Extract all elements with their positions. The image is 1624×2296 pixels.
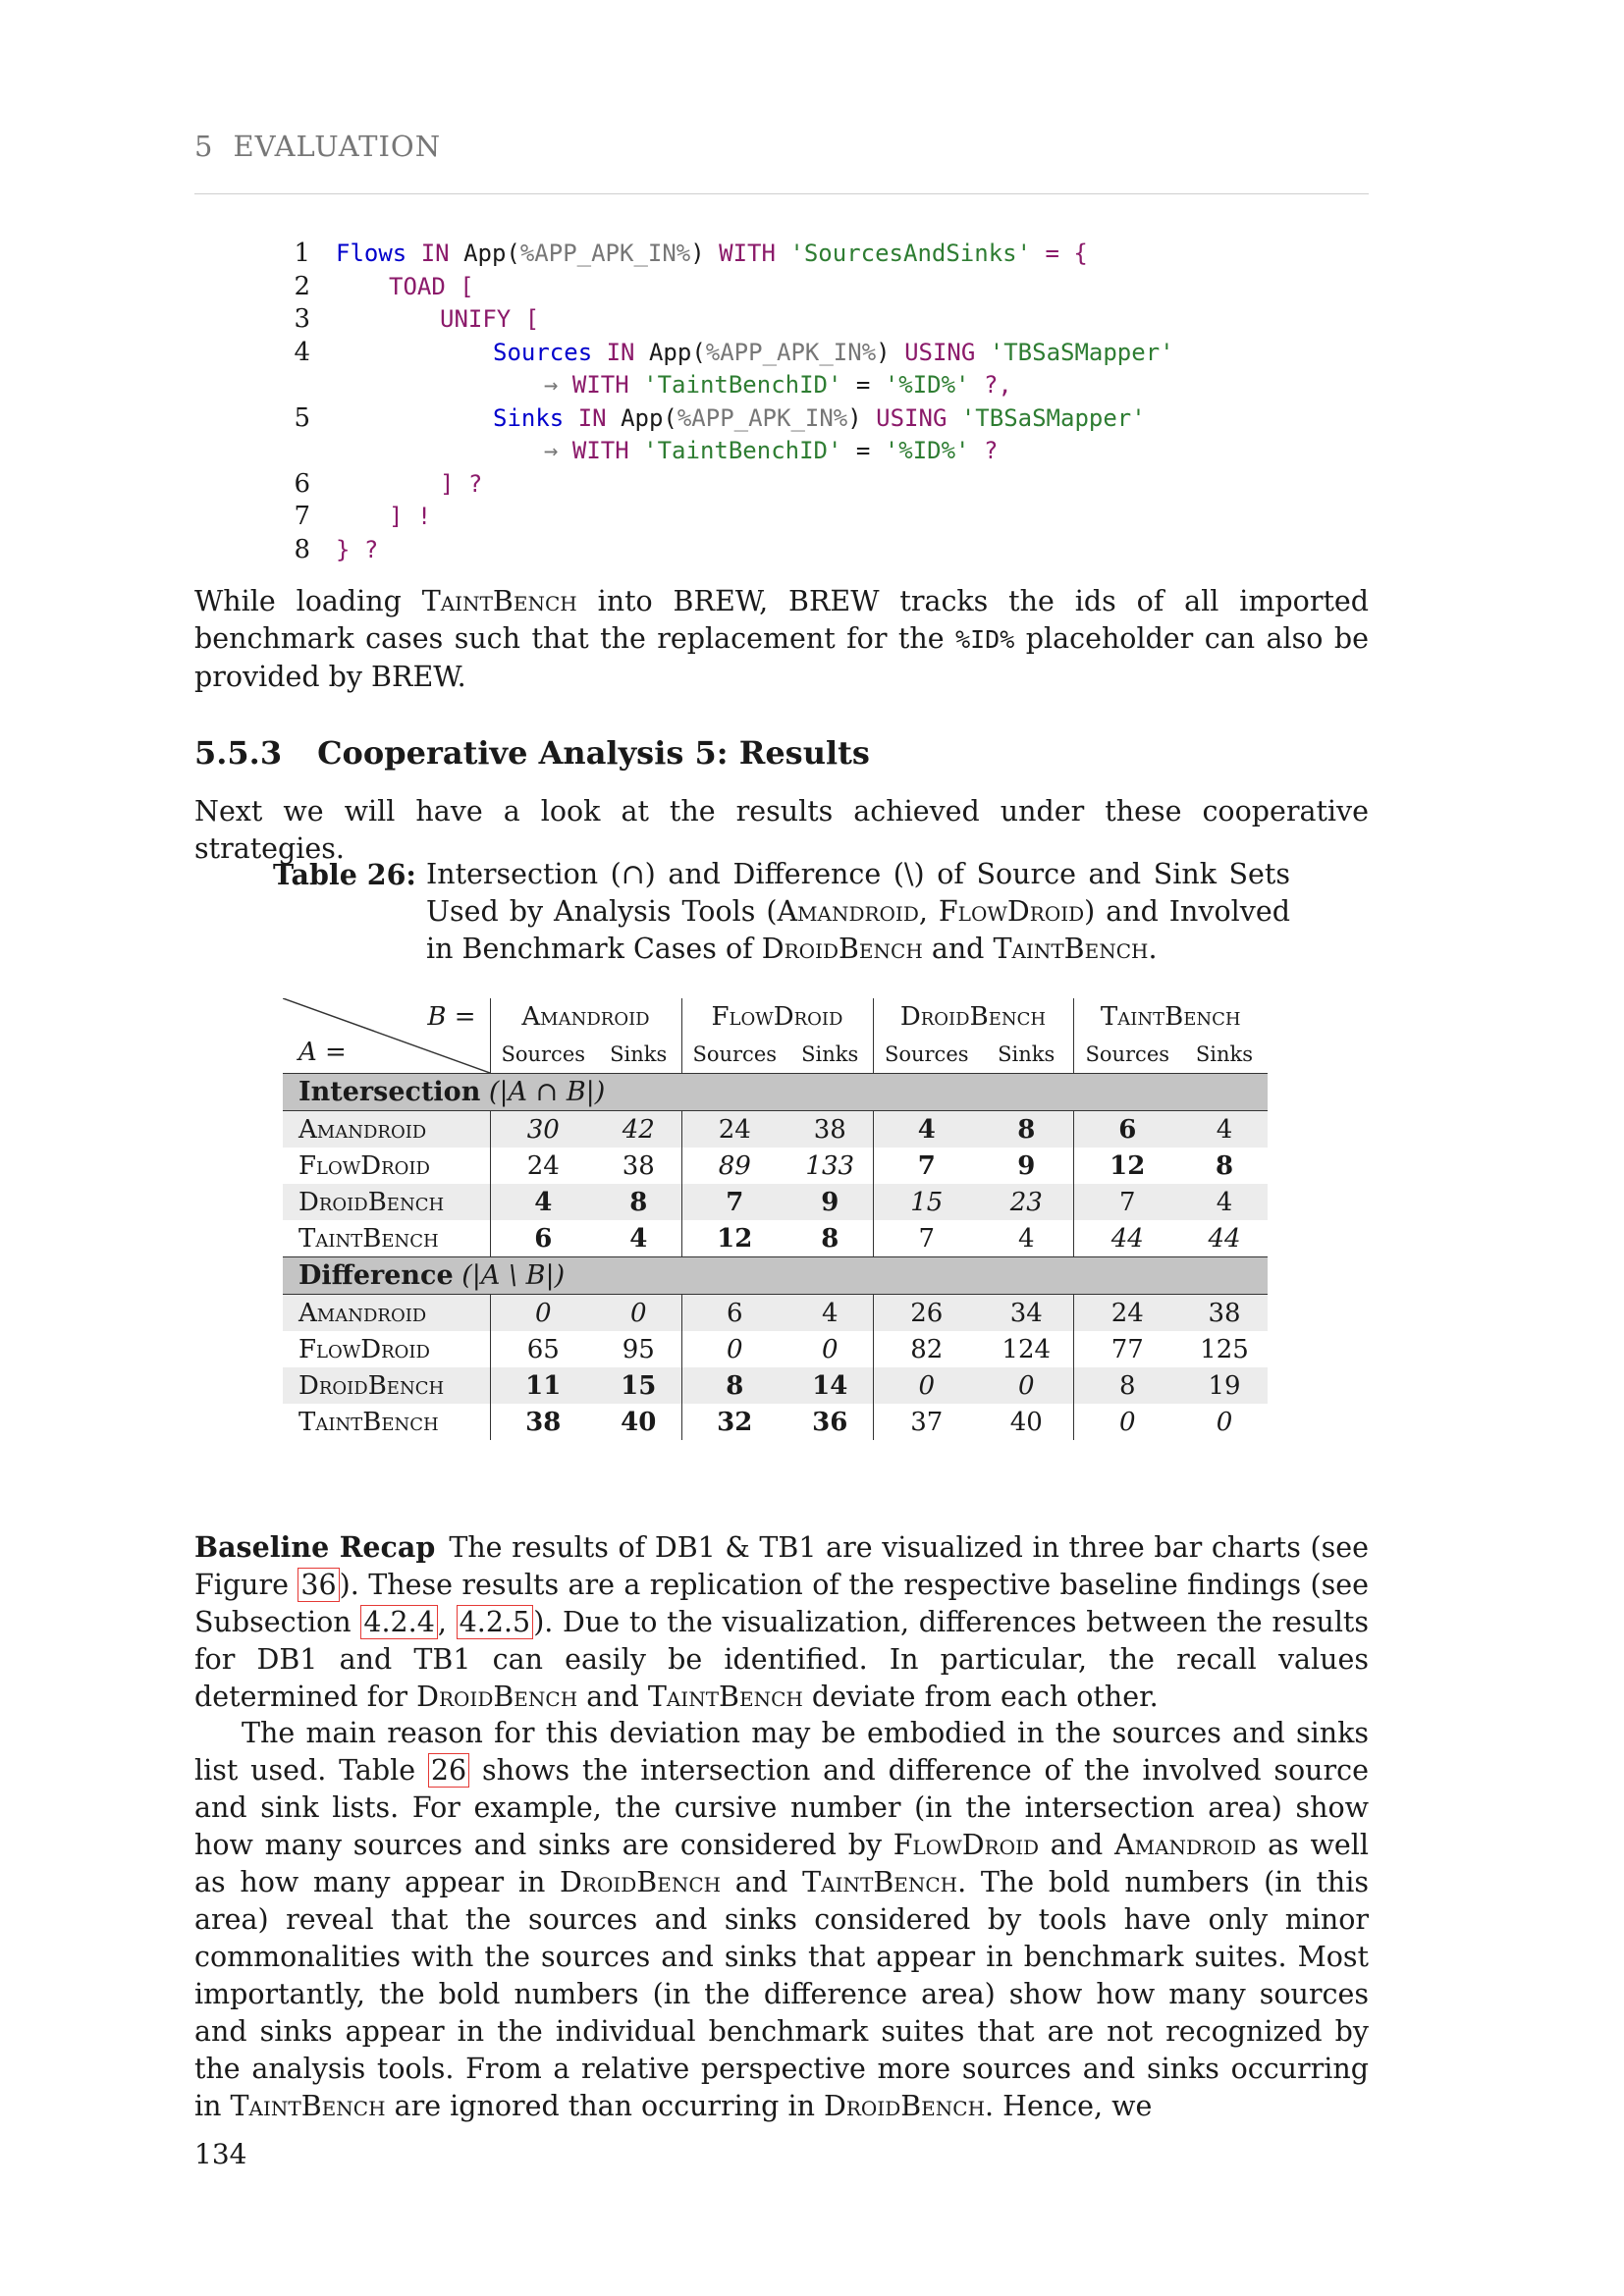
table-cell: 8	[1073, 1367, 1181, 1404]
table-cell: 8	[980, 1111, 1073, 1148]
subsection-link[interactable]: 4.2.5	[457, 1605, 534, 1639]
table-cell: 24	[1073, 1295, 1181, 1332]
corner-label-b: B =	[427, 1002, 476, 1032]
table-cell: 19	[1181, 1367, 1268, 1404]
table-cell: 42	[596, 1111, 681, 1148]
header-section-number: 5	[194, 130, 214, 163]
row-label: Amandroid	[283, 1295, 490, 1332]
table-cell: 4	[1017, 1223, 1035, 1254]
page-number: 134	[194, 2138, 247, 2170]
figure-link[interactable]: 36	[298, 1568, 339, 1602]
line-number: 7	[294, 502, 310, 531]
table-cell: 124	[1001, 1334, 1052, 1364]
code-line-5: Sinks IN App(%APP_APK_IN%) USING 'TBSaSMapper'	[493, 403, 1146, 432]
column-header: Sources	[873, 1035, 980, 1074]
section-heading: 5.5.3 Cooperative Analysis 5: Results	[194, 734, 870, 772]
table-cell: 24	[490, 1148, 596, 1184]
code-line-6: ] ?	[440, 469, 483, 498]
table-cell: 77	[1073, 1331, 1181, 1367]
table-cell: 40	[1009, 1407, 1043, 1437]
column-header: Sources	[1073, 1035, 1181, 1074]
table-link[interactable]: 26	[428, 1753, 469, 1788]
table-cell: 8	[821, 1223, 839, 1254]
code-line-3: UNIFY [	[440, 305, 540, 333]
paragraph-baseline-recap: Baseline Recap The results of DB1 & TB1 are visualized in three bar charts (see Figure 36 ). These results are a replication of the respective baseline findings (see Subsection 4.2.4 , 4.2.5 ). Due to the visualization, differences between the results for DB1 and TB1 can easily be identified. In particular, the recall values determined for DroidBench and TaintBench deviate from each other.	[194, 1530, 1370, 1713]
line-number: 2	[294, 271, 310, 301]
table-cell: 34	[980, 1295, 1073, 1332]
table-caption-text: Intersection (∩) and Difference (\) of Source and Sink Sets Used by Analysis Tools (Amandroid, FlowDroid) and Involved in Benchmark Cases of DroidBench and TaintBench.	[426, 858, 1290, 965]
column-header: Sinks	[801, 1041, 859, 1066]
table-cell: 32	[681, 1404, 787, 1440]
table-cell: 36	[812, 1407, 848, 1437]
line-number: 3	[294, 304, 310, 334]
table-cell: 23	[980, 1184, 1073, 1220]
row-label: Amandroid	[283, 1111, 490, 1148]
code-line-7: ] !	[389, 503, 432, 530]
table-cell: 82	[873, 1331, 980, 1367]
row-label: FlowDroid	[298, 1150, 430, 1181]
section-band-difference: Difference (|A \ B|)	[283, 1257, 1268, 1295]
paragraph-lead: Baseline Recap	[194, 1530, 436, 1564]
table-cell: 7	[681, 1184, 787, 1220]
table-row	[283, 1184, 1268, 1220]
line-number: 1	[294, 239, 310, 268]
line-number: 8	[294, 534, 310, 564]
table-cell: 26	[873, 1295, 980, 1332]
line-number: 6	[294, 468, 310, 499]
table-cell: 24	[681, 1111, 787, 1148]
table-corner-cell	[283, 998, 490, 1074]
column-group-header: Amandroid	[490, 998, 681, 1035]
row-label: TaintBench	[298, 1407, 439, 1437]
table-caption-label: Table 26:	[273, 858, 416, 891]
row-label: FlowDroid	[298, 1334, 430, 1364]
code-line-2: TOAD [	[389, 272, 474, 300]
table-cell: 0	[681, 1331, 787, 1367]
code-line-1: Flows IN App(%APP_APK_IN%) WITH 'SourcesAndSinks' = {	[336, 240, 1088, 267]
corner-label-a: A =	[298, 1038, 347, 1067]
table-cell: 6	[681, 1295, 787, 1332]
table-cell: 4	[1181, 1184, 1268, 1220]
table-cell: 0	[1216, 1407, 1233, 1437]
code-line-8: } ?	[336, 535, 379, 563]
column-header: Sinks	[998, 1041, 1056, 1066]
table-row	[283, 1148, 1268, 1184]
table-cell: 6	[490, 1220, 596, 1257]
column-group-header: FlowDroid	[681, 998, 873, 1035]
table-cell: 14	[787, 1367, 873, 1404]
table-row	[283, 1367, 1268, 1404]
table-cell: 4	[787, 1295, 873, 1332]
subsection-link[interactable]: 4.2.4	[360, 1605, 438, 1639]
table-cell: 15	[596, 1367, 681, 1404]
table-cell: 0	[490, 1295, 596, 1332]
table-cell: 4	[873, 1111, 980, 1148]
column-header: Sources	[490, 1035, 596, 1074]
table-cell: 9	[787, 1184, 873, 1220]
table-cell: 9	[1017, 1150, 1036, 1181]
table-cell: 8	[681, 1367, 787, 1404]
table-cell: 7	[873, 1220, 980, 1257]
table-row	[283, 1295, 1268, 1332]
table-cell: 44	[1073, 1220, 1181, 1257]
line-number: 4	[294, 337, 310, 367]
table-cell: 30	[490, 1111, 596, 1148]
running-header	[194, 130, 441, 163]
table-cell: 40	[621, 1407, 657, 1437]
table-cell: 37	[873, 1404, 980, 1440]
table-cell: 0	[1073, 1404, 1181, 1440]
table-cell: 133	[805, 1150, 855, 1181]
table-row	[283, 1331, 1268, 1367]
table-cell: 0	[596, 1295, 681, 1332]
column-header: Sources	[681, 1035, 787, 1074]
table-cell: 8	[596, 1184, 681, 1220]
table-cell: 38	[622, 1150, 655, 1181]
table-cell: 44	[1208, 1223, 1241, 1254]
table-row	[283, 1111, 1268, 1148]
table-cell: 8	[1215, 1150, 1234, 1181]
table-cell: 0	[821, 1334, 839, 1364]
paragraph-deviation-reason: The main reason for this deviation may be embodied in the sources and sinks list used. Table 26 shows the intersection and difference of the involved source and sink lists. For example, the cursive number (in the intersection area) show how many sources and sinks are considered by FlowDroid and Amandroid as well as how many appear in DroidBench and TaintBench. The bold numbers (in this area) reveal that the sources and sinks considered by tools have only minor commonalities with the sources and sinks that appear in benchmark suites. Most importantly, the bold numbers (in the difference area) show how many sources and sinks appear in the individual benchmark suites that are not recognized by the analysis tools. From a relative perspective more sources and sinks occurring in TaintBench are ignored than occurring in DroidBench. Hence, we	[194, 1717, 1369, 2122]
table-cell: 11	[490, 1367, 596, 1404]
table-cell: 4	[629, 1223, 648, 1254]
table-cell: 4	[1181, 1111, 1268, 1148]
line-number: 5	[294, 402, 310, 433]
header-section-title: EVALUATION	[233, 130, 442, 163]
table-cell: 38	[1181, 1295, 1268, 1332]
table-cell: 89	[681, 1148, 787, 1184]
column-group-header: TaintBench	[1073, 998, 1268, 1035]
table-cell: 0	[873, 1367, 980, 1404]
paragraph-brew-loading: While loading TaintBench into BREW, BREW tracks the ids of all imported benchmark cases such that the replacement for the %ID% placeholder can also be provided by BREW.	[194, 585, 1370, 693]
table-cell: 12	[1073, 1148, 1181, 1184]
table-cell: 38	[787, 1111, 873, 1148]
table-cell: 65	[490, 1331, 596, 1367]
row-label: DroidBench	[283, 1184, 490, 1220]
row-label: TaintBench	[298, 1223, 439, 1254]
code-line-4: Sources IN App(%APP_APK_IN%) USING 'TBSaSMapper'	[493, 338, 1174, 366]
paragraph-intro-results: Next we will have a look at the results achieved under these cooperative strategies.	[194, 795, 1369, 865]
source-sink-table	[283, 998, 1268, 1440]
table-cell: 6	[1073, 1111, 1181, 1148]
table-cell: 38	[490, 1404, 596, 1440]
code-line-4-continued: → WITH 'TaintBenchID' = '%ID%' ?,	[544, 371, 1012, 399]
table-cell: 12	[681, 1220, 787, 1257]
table-row	[283, 1404, 1268, 1440]
table-cell: 0	[980, 1367, 1073, 1404]
table-cell: 7	[1073, 1184, 1181, 1220]
section-band-intersection: Intersection (|A ∩ B|)	[283, 1074, 1268, 1111]
row-label: DroidBench	[283, 1367, 490, 1404]
table-cell: 15	[873, 1184, 980, 1220]
table-cell: 125	[1200, 1334, 1249, 1364]
table-cell: 7	[873, 1148, 980, 1184]
table-cell: 4	[490, 1184, 596, 1220]
code-line-5-continued: → WITH 'TaintBenchID' = '%ID%' ?	[544, 437, 999, 464]
column-header: Sinks	[1195, 1041, 1254, 1066]
header-rule	[194, 193, 1369, 194]
column-group-header: DroidBench	[873, 998, 1073, 1035]
table-caption	[273, 856, 1290, 968]
table-cell: 95	[622, 1334, 655, 1364]
table-row	[283, 1220, 1268, 1257]
column-header: Sinks	[610, 1041, 668, 1066]
